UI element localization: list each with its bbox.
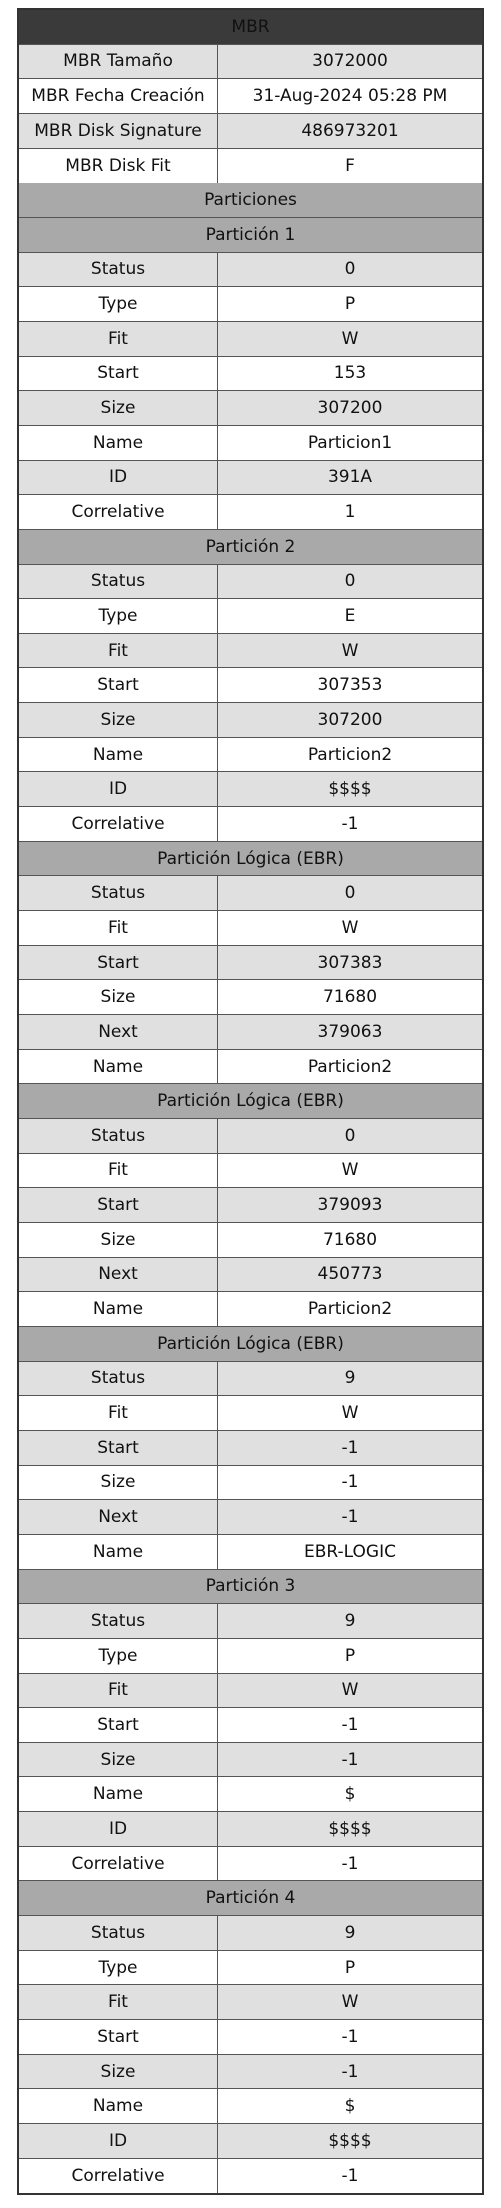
partition-field-row: [19, 1985, 482, 2020]
field-value: 0: [344, 259, 356, 280]
partition-field-row: [19, 946, 482, 981]
mbr-report-table: [17, 8, 484, 2195]
field-label: Fit: [19, 1396, 218, 1430]
field-value: 379063: [317, 1021, 383, 1042]
partition-section-title: Partición 2: [205, 536, 296, 557]
partition-field-row: [19, 426, 482, 461]
field-value: W: [341, 1680, 359, 1701]
partition-field-row: [19, 634, 482, 669]
partition-field-row: [19, 1639, 482, 1674]
partition-field-row: [19, 1847, 482, 1882]
field-label: Status: [19, 1119, 218, 1153]
field-label: Size: [19, 1223, 218, 1257]
partition-field-row: [19, 1015, 482, 1050]
field-label: ID: [19, 461, 218, 495]
field-label: Size: [19, 1466, 218, 1500]
partition-section-header: [19, 1881, 482, 1916]
field-value: $$$$: [328, 779, 372, 800]
partition-section-title: Partición Lógica (EBR): [157, 1333, 344, 1354]
mbr-field-row: [19, 149, 482, 184]
partition-field-row: [19, 876, 482, 911]
partition-field-row: [19, 1466, 482, 1501]
field-value: -1: [341, 2061, 359, 2082]
field-label: MBR Disk Fit: [19, 149, 218, 184]
partition-field-row: [19, 391, 482, 426]
field-label: Status: [19, 876, 218, 910]
field-value: Particion2: [307, 1299, 393, 1320]
partition-field-row: [19, 357, 482, 392]
partition-field-row: [19, 1812, 482, 1847]
field-label: Type: [19, 287, 218, 321]
mbr-field-row: [19, 45, 482, 80]
field-value: 31-Aug-2024 05:28 PM: [252, 86, 448, 107]
field-label: Type: [19, 1951, 218, 1985]
field-value: W: [341, 917, 359, 938]
field-value: Particion1: [307, 432, 393, 453]
field-value: 153: [333, 363, 367, 384]
partition-field-row: [19, 1916, 482, 1951]
field-label: Type: [19, 599, 218, 633]
field-label: Fit: [19, 634, 218, 668]
partition-section-title: Partición 1: [205, 224, 296, 245]
field-label: Name: [19, 2089, 218, 2123]
field-label: Name: [19, 1535, 218, 1569]
field-value: 9: [344, 1368, 356, 1389]
field-label: Start: [19, 1188, 218, 1222]
field-value: -1: [341, 1749, 359, 1770]
partition-section-header: [19, 218, 482, 253]
field-value: 307353: [317, 675, 383, 696]
partition-field-row: [19, 1674, 482, 1709]
field-value: -1: [341, 2166, 359, 2187]
field-label: Name: [19, 1050, 218, 1084]
field-label: Start: [19, 1431, 218, 1465]
partition-field-row: [19, 1292, 482, 1327]
partition-field-row: [19, 495, 482, 530]
partition-field-row: [19, 668, 482, 703]
partition-section-header: [19, 1570, 482, 1605]
field-label: Next: [19, 1500, 218, 1534]
field-label: MBR Fecha Creación: [19, 79, 218, 113]
partition-section-header: [19, 1327, 482, 1362]
partition-field-row: [19, 738, 482, 773]
partition-field-row: [19, 703, 482, 738]
field-value: 450773: [317, 1264, 383, 1285]
partition-field-row: [19, 1223, 482, 1258]
field-value: -1: [341, 1437, 359, 1458]
partition-field-row: [19, 2055, 482, 2090]
partition-field-row: [19, 599, 482, 634]
field-value: $$$$: [328, 2130, 372, 2151]
partition-field-row: [19, 1362, 482, 1397]
field-label: Correlative: [19, 1847, 218, 1881]
field-value: $$$$: [328, 1818, 372, 1839]
partition-section-header: [19, 1084, 482, 1119]
partition-field-row: [19, 1708, 482, 1743]
mbr-field-row: [19, 114, 482, 149]
partition-field-row: [19, 1604, 482, 1639]
field-value: EBR-LOGIC: [304, 1541, 396, 1562]
partition-section-title: Partición 4: [205, 1888, 296, 1909]
partition-section-title: Partición Lógica (EBR): [157, 1091, 344, 1112]
field-label: Name: [19, 1292, 218, 1326]
partition-field-row: [19, 322, 482, 357]
field-label: Status: [19, 1916, 218, 1950]
field-label: MBR Disk Signature: [19, 114, 218, 148]
partition-field-row: [19, 1119, 482, 1154]
partition-section-title: Partición Lógica (EBR): [157, 848, 344, 869]
field-value: W: [341, 1403, 359, 1424]
field-value: -1: [341, 1507, 359, 1528]
partition-field-row: [19, 1777, 482, 1812]
partition-field-row: [19, 2159, 482, 2194]
field-value: P: [344, 1957, 356, 1978]
partition-field-row: [19, 911, 482, 946]
field-label: Start: [19, 946, 218, 980]
particiones-title: Particiones: [204, 190, 297, 211]
field-value: W: [341, 1992, 359, 2013]
partition-section-header: [19, 842, 482, 877]
partition-field-row: [19, 287, 482, 322]
field-label: Size: [19, 980, 218, 1014]
field-value: -1: [341, 1714, 359, 1735]
mbr-title-row: [19, 10, 482, 45]
field-label: Status: [19, 1604, 218, 1638]
partition-section-header: [19, 530, 482, 565]
partition-field-row: [19, 1500, 482, 1535]
field-value: 307383: [317, 952, 383, 973]
partition-field-row: [19, 1050, 482, 1085]
partition-field-row: [19, 1154, 482, 1189]
field-value: W: [341, 640, 359, 661]
field-value: 71680: [322, 1229, 378, 1250]
field-label: ID: [19, 1812, 218, 1846]
field-label: Type: [19, 1639, 218, 1673]
field-label: Next: [19, 1258, 218, 1292]
field-value: 9: [344, 1611, 356, 1632]
field-label: Start: [19, 357, 218, 391]
partition-field-row: [19, 253, 482, 288]
field-label: Size: [19, 391, 218, 425]
field-value: -1: [341, 2026, 359, 2047]
field-value: P: [344, 294, 356, 315]
field-value: 307200: [317, 709, 383, 730]
field-label: Fit: [19, 1674, 218, 1708]
field-label: ID: [19, 772, 218, 806]
partition-field-row: [19, 1258, 482, 1293]
field-value: $: [344, 2096, 356, 2117]
partition-field-row: [19, 1743, 482, 1778]
field-label: Name: [19, 426, 218, 460]
field-value: 0: [344, 571, 356, 592]
partition-section-title: Partición 3: [205, 1576, 296, 1597]
field-label: Fit: [19, 1154, 218, 1188]
field-label: MBR Tamaño: [19, 45, 218, 79]
field-label: Status: [19, 1362, 218, 1396]
partition-field-row: [19, 565, 482, 600]
partition-field-row: [19, 2020, 482, 2055]
partition-field-row: [19, 1535, 482, 1570]
field-value: P: [344, 1645, 356, 1666]
field-value: 1: [344, 502, 356, 523]
field-value: 486973201: [301, 120, 399, 141]
field-value: 9: [344, 1922, 356, 1943]
field-label: Correlative: [19, 807, 218, 841]
partition-field-row: [19, 807, 482, 842]
field-value: 3072000: [312, 51, 388, 72]
field-value: 71680: [322, 987, 378, 1008]
partition-field-row: [19, 461, 482, 496]
field-label: Start: [19, 1708, 218, 1742]
field-label: Next: [19, 1015, 218, 1049]
partition-field-row: [19, 1188, 482, 1223]
field-value: 391A: [327, 467, 373, 488]
field-value: F: [345, 155, 355, 176]
partition-field-row: [19, 1951, 482, 1986]
field-value: -1: [341, 1472, 359, 1493]
field-label: ID: [19, 2124, 218, 2158]
field-value: Particion2: [307, 744, 393, 765]
field-label: Correlative: [19, 495, 218, 529]
field-label: Start: [19, 2020, 218, 2054]
partition-field-row: [19, 2089, 482, 2124]
field-label: Status: [19, 565, 218, 599]
field-value: 379093: [317, 1195, 383, 1216]
field-label: Start: [19, 668, 218, 702]
partition-field-row: [19, 980, 482, 1015]
field-value: W: [341, 1160, 359, 1181]
mbr-title: MBR: [231, 16, 270, 37]
particiones-header-row: [19, 183, 482, 218]
partition-field-row: [19, 1431, 482, 1466]
field-value: -1: [341, 1853, 359, 1874]
field-label: Status: [19, 253, 218, 287]
mbr-field-row: [19, 79, 482, 114]
field-value: E: [344, 605, 356, 626]
partition-field-row: [19, 772, 482, 807]
field-label: Name: [19, 738, 218, 772]
field-label: Size: [19, 703, 218, 737]
field-label: Size: [19, 2055, 218, 2089]
field-value: 0: [344, 883, 356, 904]
field-label: Size: [19, 1743, 218, 1777]
field-value: W: [341, 328, 359, 349]
partition-field-row: [19, 1396, 482, 1431]
field-label: Fit: [19, 1985, 218, 2019]
field-label: Correlative: [19, 2159, 218, 2194]
field-value: Particion2: [307, 1056, 393, 1077]
field-label: Fit: [19, 911, 218, 945]
field-value: 307200: [317, 398, 383, 419]
field-value: -1: [341, 813, 359, 834]
field-label: Fit: [19, 322, 218, 356]
partition-field-row: [19, 2124, 482, 2159]
field-value: $: [344, 1784, 356, 1805]
field-value: 0: [344, 1125, 356, 1146]
field-label: Name: [19, 1777, 218, 1811]
